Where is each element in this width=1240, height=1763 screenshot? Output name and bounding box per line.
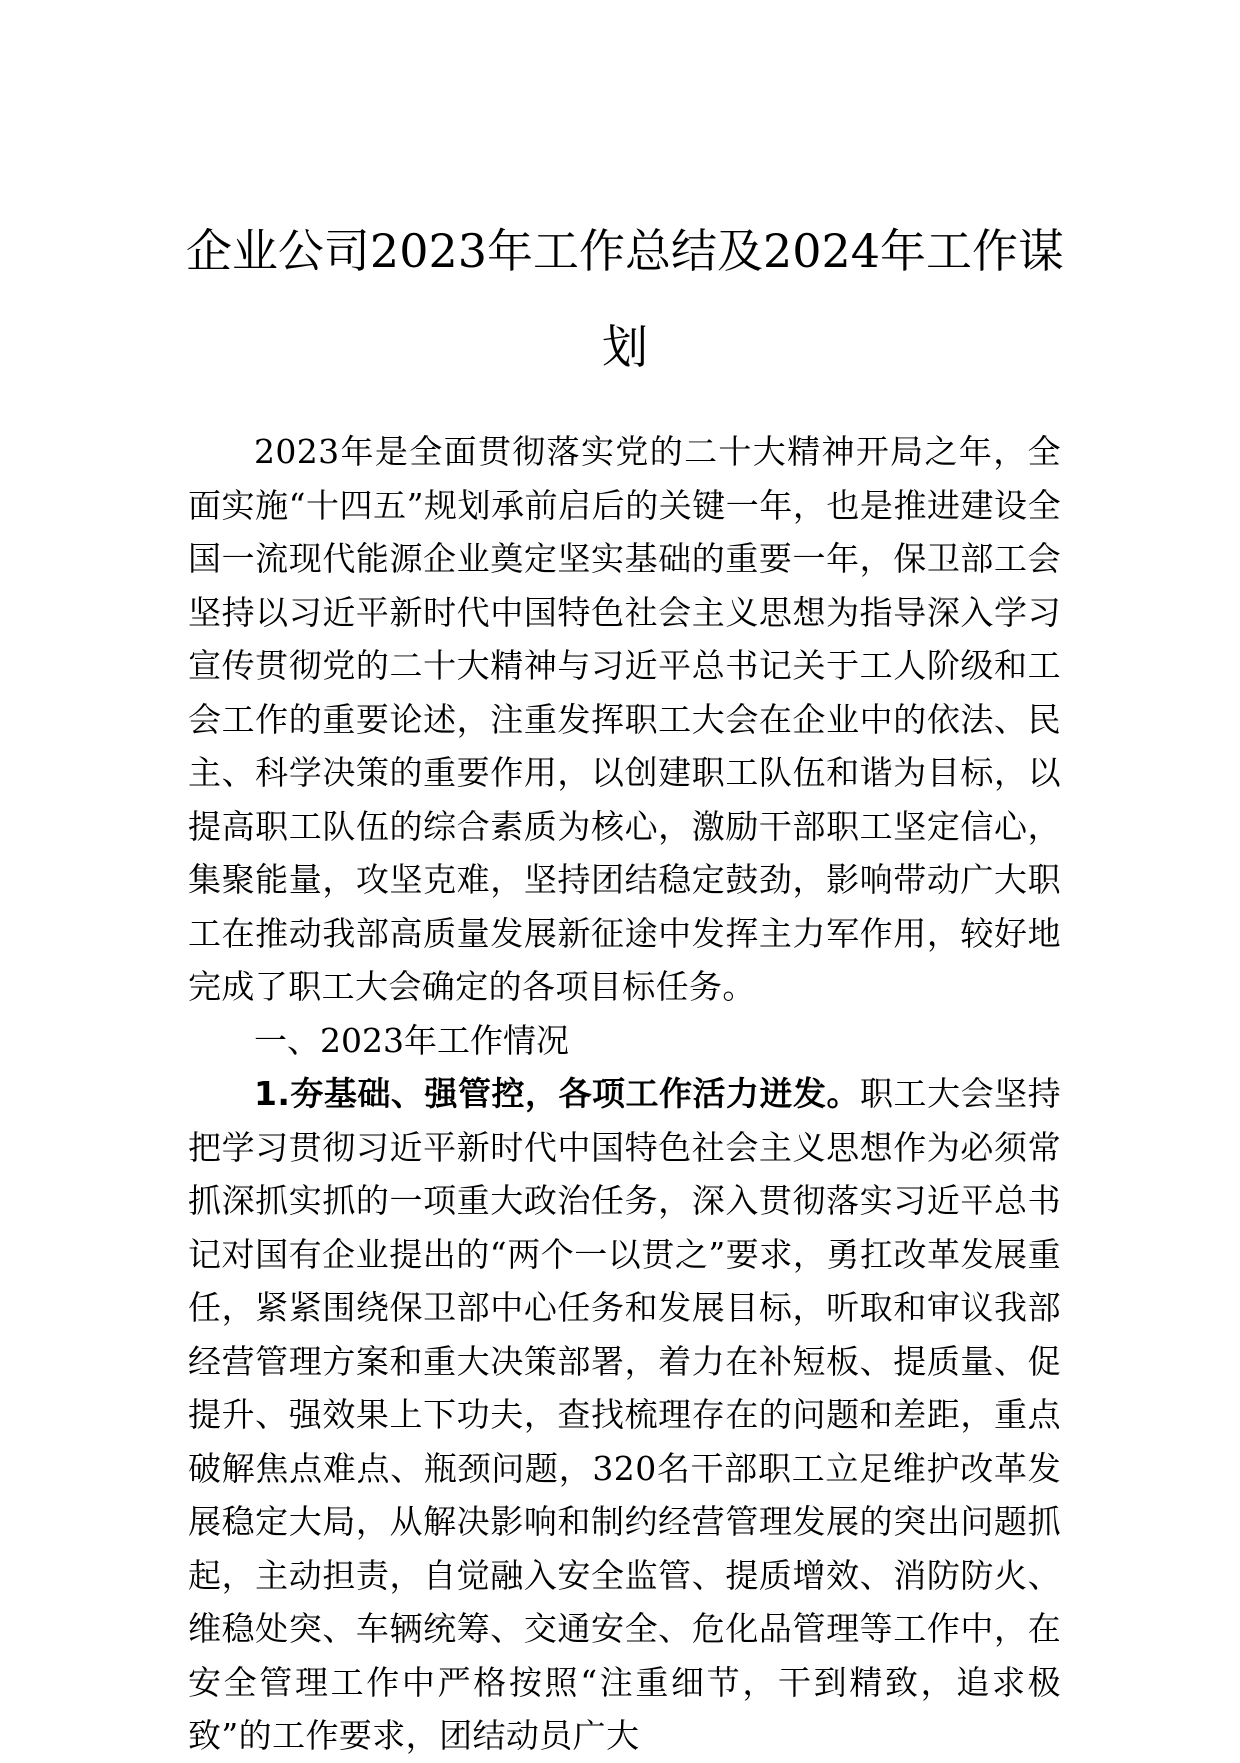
item-1-text: 职工大会坚持把学习贯彻习近平新时代中国特色社会主义思想作为必须常抓深抓实抓的一项重大政治任务，深入贯彻落实习近平总书记对国有企业提出的“两个一以贯之”要求，勇扛改革发展重任，紧紧围绕保卫部中心任务和发展目标，听取和审议我部经营管理方案和重大决策部署，着力在补短板、提质量、促提升、强效果上下功夫，查找梳理存在的问题和差距，重点破解焦点难点、瓶颈问题，320名干部职工立足维护改革发展稳定大局，从解决影响和制约经营管理发展的突出问题抓起，主动担责，自觉融入安全监管、提质增效、消防防火、维稳处突、车辆统筹、交通安全、危化品管理等工作中，在安全管理工作中严格按照“注重细节，干到精致，追求极致”的工作要求，团结动员广大: [188, 1074, 1061, 1755]
section-heading: 一、2023年工作情况: [254, 1020, 569, 1060]
document-body: [188, 425, 1061, 1763]
item-1-lead: 1.夯基础、强管控，各项工作活力迸发。: [254, 1074, 861, 1113]
document-title: 企业公司2023年工作总结及2024年工作谋划: [185, 224, 1065, 374]
intro-paragraph: 2023年是全面贯彻落实党的二十大精神开局之年，全面实施“十四五”规划承前启后的关键一年，也是推进建设全国一流现代能源企业奠定坚实基础的重要一年，保卫部工会坚持以习近平新时代中国特色社会主义思想为指导深入学习宣传贯彻党的二十大精神与习近平总书记关于工人阶级和工会工作的重要论述，注重发挥职工大会在企业中的依法、民主、科学决策的重要作用，以创建职工队伍和谐为目标，以提高职工队伍的综合素质为核心，激励干部职工坚定信心，集聚能量，攻坚克难，坚持团结稳定鼓劲，影响带动广大职工在推动我部高质量发展新征途中发挥主力军作用，较好地完成了职工大会确定的各项目标任务。: [188, 432, 1061, 1006]
item-1-paragraph: [188, 1067, 1061, 1763]
